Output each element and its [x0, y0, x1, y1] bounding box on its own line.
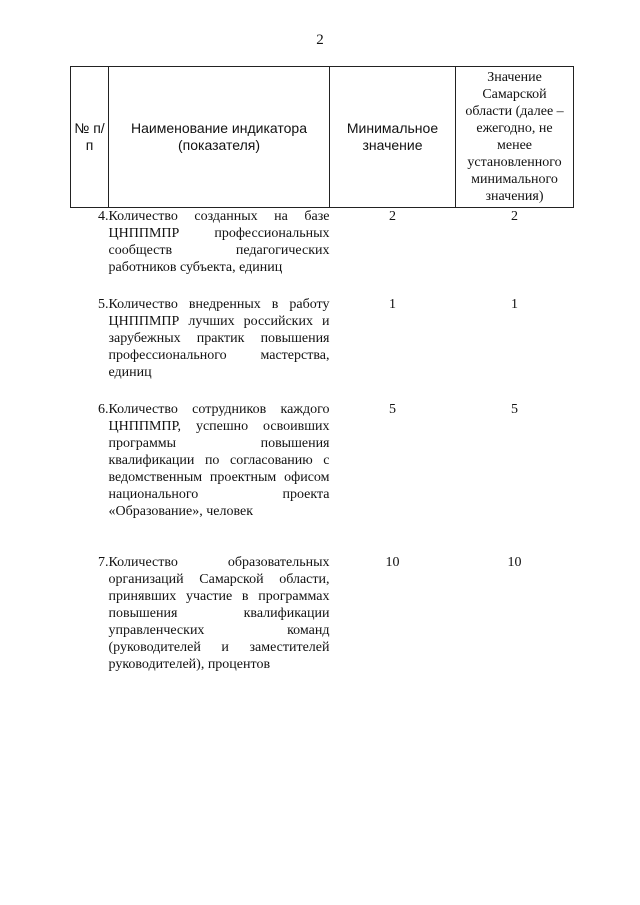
region-value: 2 [511, 209, 518, 224]
region-value: 1 [511, 297, 518, 312]
table-row [71, 554, 574, 693]
table-header-row [71, 67, 574, 208]
minimum-value: 5 [389, 402, 396, 417]
indicator-name: Количество созданных на базе ЦНППМПР профессиональных сообществ педагогических работников субъекта, единиц [108, 209, 330, 275]
indicator-name: Количество внедренных в работу ЦНППМПР лучших российских и зарубежных практик повышения профессионального мастерства, единиц [108, 297, 330, 380]
indicator-name: Количество образовательных организаций Самарской области, принявших участие в программах повышения квалификации управленческих команд (руководителей и заместителей руководителей), процентов [108, 555, 330, 672]
header-num: № п/п [71, 67, 109, 208]
table-row [71, 208, 574, 297]
row-number: 6. [98, 402, 109, 417]
header-indicator-name: Наименование индикатора (показателя) [109, 67, 330, 208]
minimum-value: 2 [389, 209, 396, 224]
header-minimum-value: Минимальное значение [330, 67, 456, 208]
minimum-value: 10 [385, 555, 400, 570]
region-value: 10 [507, 555, 522, 570]
row-number: 4. [98, 209, 109, 224]
minimum-value: 1 [389, 297, 396, 312]
indicator-name: Количество сотрудников каждого ЦНППМПР, успешно освоивших программы повышения квалификации по согласованию с ведомственным проектным офисом национального проекта «Образование», человек [108, 402, 330, 519]
table-row [71, 401, 574, 554]
row-number: 5. [98, 297, 109, 312]
header-region-value: Значение Самарской области (далее – ежегодно, не менее установленного минимального значения) [456, 67, 574, 208]
indicators-table [70, 66, 574, 693]
row-number: 7. [98, 555, 109, 570]
region-value: 5 [511, 402, 518, 417]
page-number: 2 [316, 32, 324, 48]
table-row [71, 296, 574, 401]
